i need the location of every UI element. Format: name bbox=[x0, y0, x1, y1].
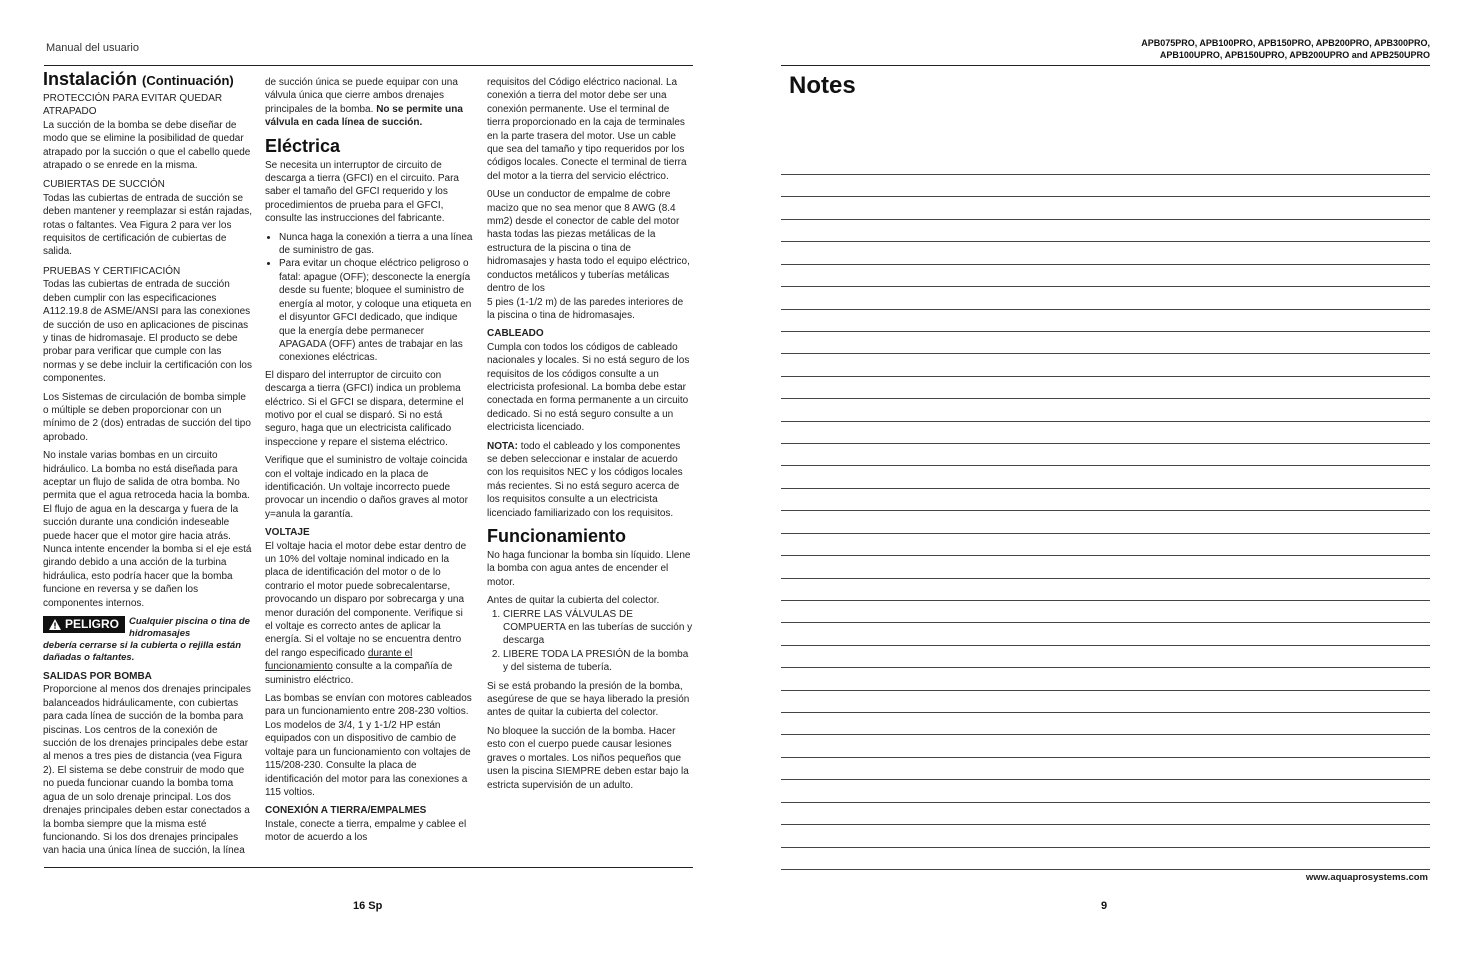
installation-title: Instalación bbox=[43, 69, 138, 89]
column-1 bbox=[43, 68, 253, 863]
covers-heading: CUBIERTAS DE SUCCIÓN bbox=[43, 179, 165, 191]
danger-badge-label: PELIGRO bbox=[65, 617, 120, 632]
bottom-rule-left bbox=[44, 867, 693, 868]
page-number-left: 16 Sp bbox=[353, 900, 383, 912]
note-line bbox=[781, 264, 1430, 265]
note-line bbox=[781, 712, 1430, 713]
verify-voltage-text: Verifique que el suministro de voltaje coincida con el voltaje indicado en la placa de identificación. Un voltaje incorrecto puede provocar un incendio o daños graves al motor y=anula la garantía. bbox=[265, 455, 468, 520]
voltage-heading: VOLTAJE bbox=[265, 527, 310, 539]
installation-continued: (Continuación) bbox=[142, 73, 234, 88]
section-title-operation: Funcionamiento bbox=[487, 526, 626, 546]
manual-label: Manual del usuario bbox=[46, 42, 139, 54]
note-line bbox=[781, 309, 1430, 310]
note-line bbox=[781, 533, 1430, 534]
danger-badge bbox=[43, 616, 125, 633]
grounding-heading: CONEXIÓN A TIERRA/EMPALMES bbox=[265, 805, 427, 817]
run-text: No haga funcionar la bomba sin líquido. Llene la bomba con agua antes de encender el motor. bbox=[487, 550, 691, 588]
note-line bbox=[781, 443, 1430, 444]
tests-text: Todas las cubiertas de entrada de succión deben cumplir con las especificaciones A112.19.8 de ASME/ANSI para las conexiones de succión de uso en aplicaciones de piscinas y tinas de hidromasaje. El producto se debe probar para verificar que cumple con las normas y se debe incluir la certificación con los componentes. bbox=[43, 279, 252, 385]
column-2 bbox=[265, 76, 473, 850]
note-line bbox=[781, 174, 1430, 175]
gfci-trip-text: El disparo del interruptor de circuito con descarga a tierra (GFCI) indica un problema eléctrico. Si el GFCI se dispara, determine el motivo por el cual se disparó. Si no está seguro, haga que un electricista calificado inspeccione y repare el sistema eléctrico. bbox=[265, 369, 464, 448]
wiring-text: Cumpla con todos los códigos de cableado nacionales y locales. Si no está seguro de los requisitos de los códigos consulte a un electricista profesional. La bomba debe estar conectada en forma permanente a un circuito dedicado. Si no está seguro consulte a un electricista licenciado. bbox=[487, 341, 690, 434]
block-suction-text: No bloquee la succión de la bomba. Hacer esto con el cuerpo puede causar lesiones graves o mortales. Los niños pequeños que usen la piscina SIEMPRE deben estar bajo la estricta supervisión de un adulto. bbox=[487, 725, 689, 791]
warning-triangle-icon bbox=[49, 619, 61, 630]
electrical-bullets bbox=[265, 231, 473, 365]
section-title-electrical: Eléctrica bbox=[265, 135, 341, 156]
note-line bbox=[781, 510, 1430, 511]
column-3 bbox=[487, 76, 693, 797]
note-line bbox=[781, 286, 1430, 287]
single-suction-bold: No se permite una válvula en cada línea de succión. bbox=[265, 103, 463, 129]
note-line bbox=[781, 734, 1430, 735]
note-text bbox=[487, 440, 693, 520]
note-line bbox=[781, 847, 1430, 848]
bullet-item: • Nunca haga la conexión a tierra a una línea de suministro de gas. bbox=[279, 231, 473, 258]
note-line bbox=[781, 600, 1430, 601]
page-number-right: 9 bbox=[1101, 900, 1108, 912]
step-item: 2. LIBERE TODA LA PRESIÓN de la bomba y del sistema de tubería. bbox=[503, 648, 693, 675]
voltage-text-part-1: El voltaje hacia el motor debe estar dentro de un 10% del voltaje nominal indicado en la placa de identificación del motor o de lo contrario el motor puede sobrecalentarse, provocando un disparo por sobrecarga y una menor duración del componente. Verifique si el voltaje es correcto antes de aplicar la energía. Si el voltaje no se encuentra dentro del rango especificado bbox=[265, 540, 467, 659]
note-line bbox=[781, 398, 1430, 399]
operation-steps bbox=[487, 608, 693, 675]
bonding-text-1: 0Use un conductor de empalme de cobre macizo que no sea menor que 8 AWG (8.4 mm2) desde el conector de cable del motor hasta todas las piezas metálicas de la estructura de la piscina o tina de hidromasajes y hasta todo el equipo eléctrico, conductos metálicos y tuberías metálicas dentro de los bbox=[487, 189, 690, 295]
note-line bbox=[781, 757, 1430, 758]
website-url: www.aquaprosystems.com bbox=[1305, 872, 1428, 883]
voltage-text-underlined: durante el funcionamiento bbox=[265, 647, 413, 673]
no-install-text: No instale varias bombas en un circuito hidráulico. La bomba no está diseñada para aceptar un flujo de salida de otra bomba. No permita que el agua retroceda hacia la bomba. El flujo de agua en la descarga y fuera de la succión durante una condición indeseable puede hacer que el motor gire hacia atrás. Nunca intente encender la bomba si el eje está girando debido a una acción de la turbina hidráulica, esto podría hacer que la bomba funcione en reversa y se dañen los componentes internos. bbox=[43, 450, 252, 609]
note-line bbox=[781, 331, 1430, 332]
note-label: NOTA: bbox=[487, 440, 518, 452]
top-rule-left bbox=[44, 65, 693, 66]
note-line bbox=[781, 824, 1430, 825]
bonding-text-2: 5 pies (1-1/2 m) de las paredes interiores de la piscina o tina de hidromasajes. bbox=[487, 296, 684, 321]
model-list-line-2: APB100UPRO, APB150UPRO, APB200UPRO and APB250UPRO bbox=[1159, 50, 1430, 60]
outlets-text: Proporcione al menos dos drenajes principales balanceados hidráulicamente, con cubiertas para cada línea de succión de la bomba para piscinas. Los centros de la conexión de succión de los drenajes principales debe estar al menos a tres pies de distancia (vea Figura 2). El sistema se debe construir de modo que no pueda funcionar cuando la bomba toma agua de un solo drenaje principal. Los dos drenajes principales deben estar conectados a la bomba siempre que la misma esté funcionando. Si los dos drenajes principales van hacia una única línea de succión, la línea bbox=[43, 684, 251, 857]
note-line bbox=[781, 555, 1430, 556]
danger-warning bbox=[43, 616, 253, 640]
step-item: 1. CIERRE LAS VÁLVULAS DE COMPUERTA en las tuberías de succión y descarga bbox=[503, 608, 693, 648]
voltage-text-part-2: consulte a la compañía de suministro eléctrico. bbox=[265, 661, 453, 686]
note-line bbox=[781, 241, 1430, 242]
bullet-item: • Para evitar un choque eléctrico peligroso o fatal: apague (OFF); desconecte la energía desde su fuente; bloquee el suministro de energía al motor, y coloque una etiqueta en el disyuntor GFCI dedicado, que indique que la energía debe permanecer APAGADA (OFF) antes de trabajar en las conexiones eléctricas. bbox=[279, 257, 473, 364]
note-line bbox=[781, 667, 1430, 668]
note-line bbox=[781, 690, 1430, 691]
top-rule-right bbox=[781, 65, 1430, 66]
danger-text-1: Cualquier piscina o tina de hidromasajes bbox=[129, 616, 250, 640]
note-line bbox=[781, 779, 1430, 780]
note-line bbox=[781, 376, 1430, 377]
covers-text: Todas las cubiertas de entrada de succión se deben mantener y reemplazar si están rajadas, rotas o faltantes. Vea Figura 2 para ver los requisitos de certificación de cubiertas de salida. bbox=[43, 192, 253, 258]
gfci-text: Se necesita un interruptor de circuito de descarga a tierra (GFCI) en el circuito. Para saber el tamaño del GFCI requerido y los procedimientos de prueba para el GFCI, consulte las instrucciones del fabricante. bbox=[265, 159, 459, 225]
before-text: Antes de quitar la cubierta del colector. bbox=[487, 595, 660, 607]
shipped-text: Las bombas se envían con motores cableados para un funcionamiento entre 208-230 voltios. Los modelos de 3/4, 1 y 1-1/2 HP están equipados con un dispositivo de cambio de voltaje para un funcionamiento con voltajes de 115/208-230. Consulte la placa de identificación del motor para las conexiones a 115 voltios. bbox=[265, 693, 472, 798]
outlets-heading: SALIDAS POR BOMBA bbox=[43, 671, 152, 683]
single-suction-text bbox=[265, 76, 473, 130]
note-line bbox=[781, 802, 1430, 803]
model-list-line-1: APB075PRO, APB100PRO, APB150PRO, APB200PRO, APB300PRO, bbox=[1141, 38, 1430, 48]
grounding-text: Instale, conecte a tierra, empalme y cablee el motor de acuerdo a los bbox=[265, 818, 467, 844]
danger-text-2: debería cerrarse si la cubierta o rejilla están dañadas o faltantes. bbox=[43, 640, 242, 664]
note-line bbox=[781, 196, 1430, 197]
section-title-installation bbox=[43, 68, 253, 92]
note-line bbox=[781, 353, 1430, 354]
note-line bbox=[781, 578, 1430, 579]
note-line bbox=[781, 219, 1430, 220]
single-suction-body: de succión única se puede equipar con una válvula única que cierre ambos drenajes principales de la bomba. bbox=[265, 77, 458, 115]
entrapment-heading: PROTECCIÓN PARA EVITAR QUEDAR ATRAPADO bbox=[43, 93, 223, 118]
note-line bbox=[781, 465, 1430, 466]
note-line bbox=[781, 869, 1430, 870]
grounding-continued-text: requisitos del Código eléctrico nacional. La conexión a tierra del motor debe ser una conexión permanente. Use el terminal de tierra proporcionado en la caja de terminales en la parte trasera del motor. Use un cable que sea del tamaño y tipo requeridos por los códigos locales. Conecte el terminal de tierra del motor a la tierra del servicio eléctrico. bbox=[487, 77, 687, 182]
pressure-text: Si se está probando la presión de la bomba, asegúrese de que se haya liberado la presión antes de quitar la cubierta del colector. bbox=[487, 680, 690, 719]
note-line bbox=[781, 488, 1430, 489]
note-line bbox=[781, 421, 1430, 422]
note-line bbox=[781, 645, 1430, 646]
wiring-heading: CABLEADO bbox=[487, 328, 544, 340]
entrapment-text: La succión de la bomba se debe diseñar de modo que se elimine la posibilidad de quedar atrapado por la succión o que el cabello quede atrapado o se enrede en la misma. bbox=[43, 119, 251, 172]
notes-title: Notes bbox=[789, 72, 856, 99]
tests-heading: PRUEBAS Y CERTIFICACIÓN bbox=[43, 265, 181, 277]
systems-text: Los Sistemas de circulación de bomba simple o múltiple se deben proporcionar con un mínimo de 2 (dos) entradas de succión del tipo aprobado. bbox=[43, 391, 251, 443]
note-body: todo el cableado y los componentes se deben seleccionar e instalar de acuerdo con los requisitos NEC y los códigos locales más recientes. Si no está seguro acerca de los requisitos consulte a un electricista licenciado familiarizado con los requisitos. bbox=[487, 440, 683, 519]
voltage-text bbox=[265, 540, 473, 687]
note-line bbox=[781, 622, 1430, 623]
model-list bbox=[1141, 37, 1430, 61]
